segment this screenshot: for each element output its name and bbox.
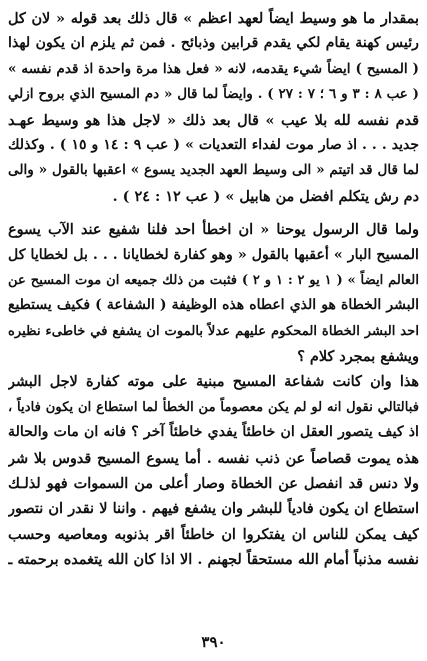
text-line: جديد . . . اذ صار موت لفداء التعديات » ( عب ٩ : ١٤ و ١٥ ) . وكذلك xyxy=(8,136,419,153)
text-line: المسيح البار » أعقبها بالقول « وهو كفارة لخطايانا . . . بل لخطايا كل xyxy=(8,246,419,263)
text-line: هذا وان كانت شفاعة المسيح مبنية على موته كفارة لاجل البشر xyxy=(8,373,419,391)
text-line: دم رش يتكلم افضل من هابيل » ( عب ١٢ : ٢٤ ) . xyxy=(112,187,419,205)
text-line: بمقدار ما هو وسيط ايضاً لعهد اعظم » قال ذلك بعد قوله « لان كل xyxy=(8,10,419,27)
body-text xyxy=(8,6,419,573)
paragraph-1 xyxy=(8,6,419,209)
text-line: ( عب ٨ : ٣ و ٦ ؛ ٧ : ٢٧ ) . وايضاً لما قال « دم المسيح الذي بروح ازلي xyxy=(8,86,419,103)
text-line: فبالتالي نقول انه لو لم يكن معصوماً من الخطأ لما استطاع ان يكون فادياً ، xyxy=(8,399,419,415)
text-line: ويشفع بمجرد كلام ؟ xyxy=(297,348,419,366)
text-line: اذ كيف يتصور العقل ان خاطئاً يفدي خاطئاً آخر ؟ فانه ان مات والحالة xyxy=(8,424,419,441)
page-number: ٣٩٠ xyxy=(201,633,226,651)
text-line: نفسه مذنباً أمام الله مستحقاً لجهنم . الا اذا كان الله يتغمده برحمته ـ xyxy=(8,551,419,569)
text-line: ولما قال الرسول يوحنا « ان اخطأ احد فلنا شفيع عند الآب يسوع xyxy=(8,221,419,239)
text-line: هذه يموت قصاصاً عن ذنب نفسه . أما يسوع المسيح قدوس بلا شر xyxy=(8,449,419,467)
text-line: استطاع ان يكون فادياً للبشر وان يشفع فيهم . واننا لا نقدر ان نتصور xyxy=(8,500,419,518)
text-line: ( المسيح ) ايضاً شيء يقدمه، لانه « فعل هذا مرة واحدة اذ قدم نفسه » xyxy=(8,60,419,77)
paragraph-3 xyxy=(8,369,419,572)
text-line: رئيس كهنة يقام لكي يقدم قرابين وذبائح . فمن ثم يلزم ان يكون لهذا xyxy=(8,35,419,52)
text-line: البشر الخطاة هو الذي اعطاه هذه الوظيفة ( الشفاعة ) فكيف يستطيع xyxy=(8,297,419,314)
text-line: قدم نفسه لله بلا عيب » قال بعد ذلك « لاجل هذا هو وسيط عهـد xyxy=(8,111,419,129)
text-line: ولا دنس قد انفصل عن الخطاة وصار أعلى من السموات فهو لذلـك xyxy=(8,475,419,493)
text-line: كيف يمكن للناس ان يفتكروا ان خاطئاً اقر بذنوبه ومعاصيه وحسب xyxy=(8,525,419,543)
paragraph-gap xyxy=(8,209,419,217)
paragraph-2 xyxy=(8,217,419,369)
text-line: العالم ايضاً » ( ١ يو ٢ : ١ و ٢ ) فثبت من ذلك جميعه ان موت المسيح عن xyxy=(8,272,419,288)
text-line: احد البشر الخطاة المحكوم عليهم عدلاً بالموت ان يشفع في خاطىء نظيره xyxy=(8,323,419,339)
text-line: لما قال قد اتيتم « الى وسيط العهد الجديد يسوع » اعقبها بالقول « والى xyxy=(8,162,419,179)
